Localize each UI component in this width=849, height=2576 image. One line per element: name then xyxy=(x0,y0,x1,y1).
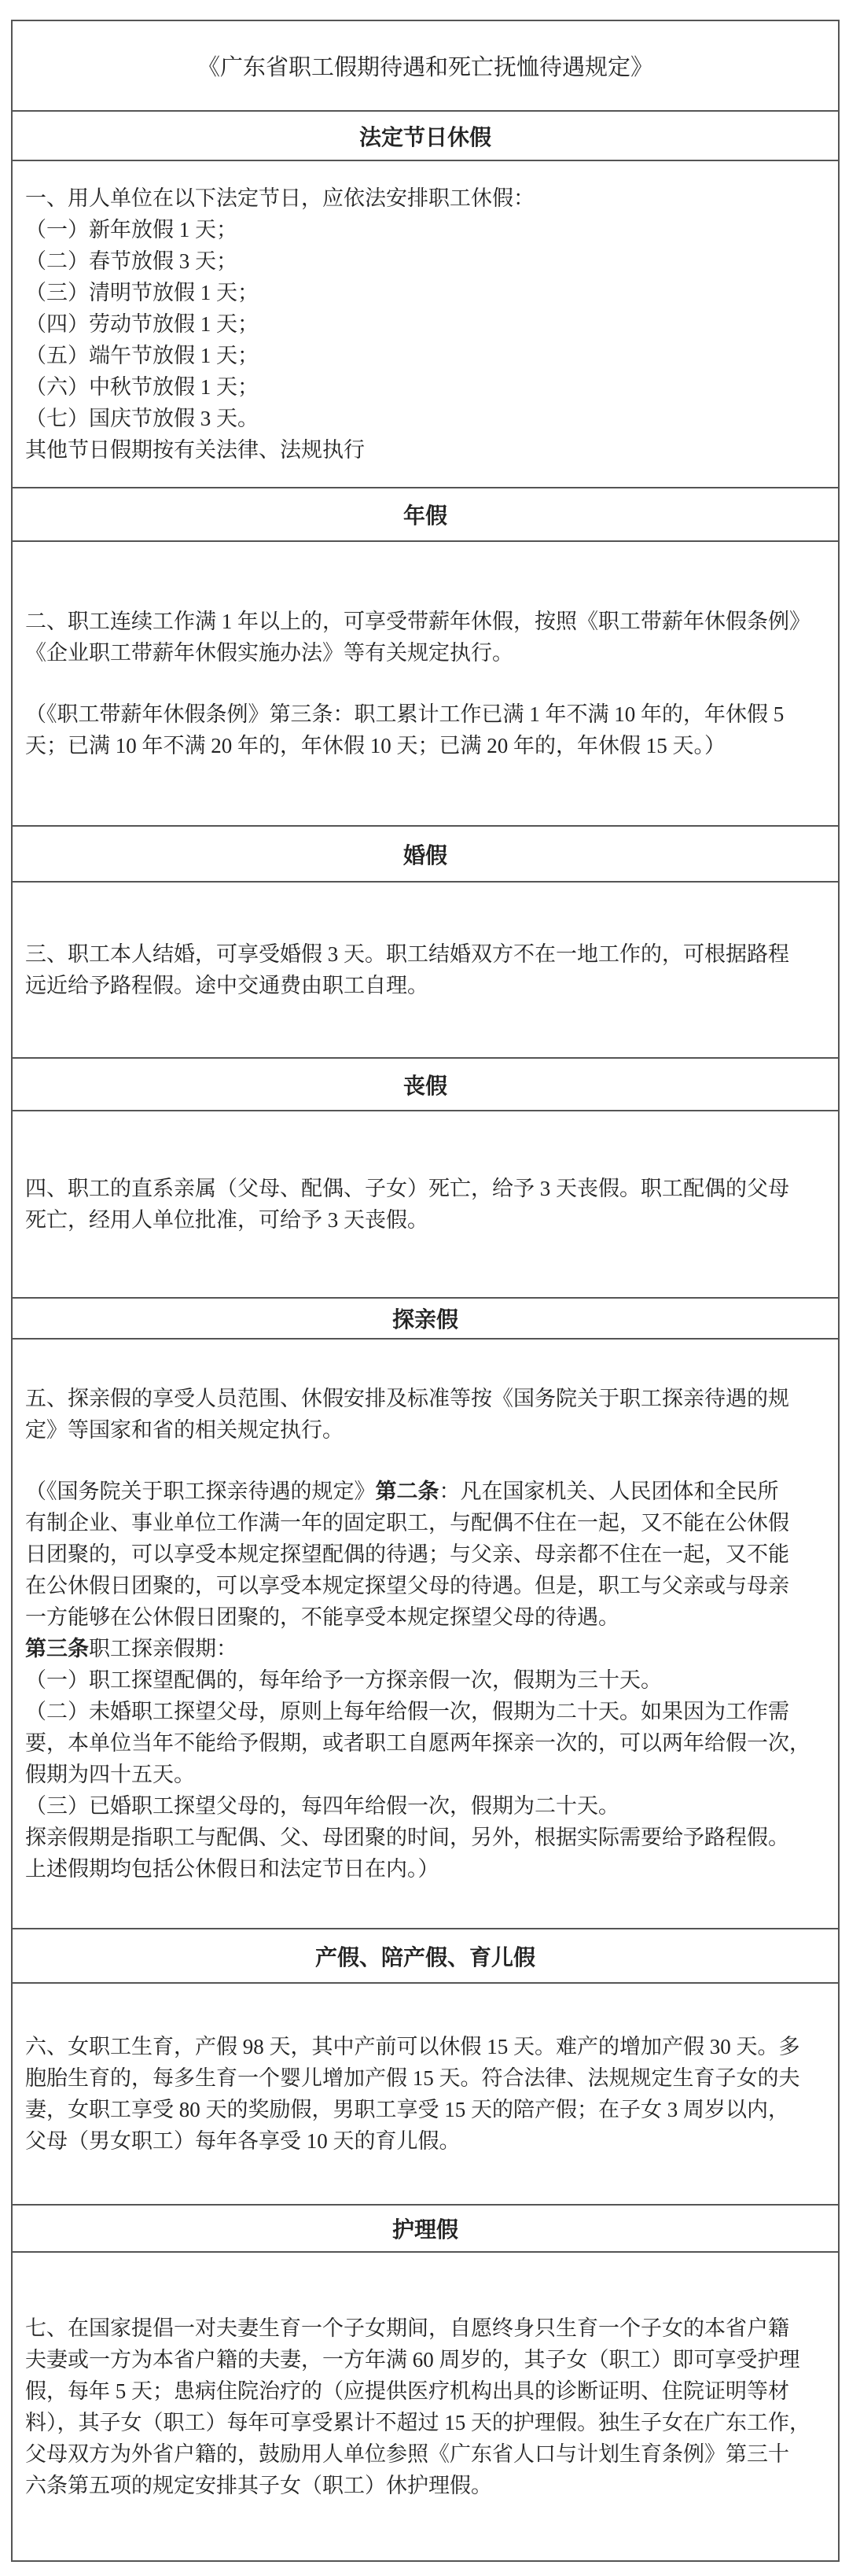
text-line: 要，本单位当年不能给予假期，或者职工自愿两年探亲一次的，可以两年给假一次， xyxy=(25,1731,810,1755)
article-3-label: 第三条 xyxy=(25,1637,89,1660)
text-line: 五、探亲假的享受人员范围、休假安排及标准等按《国务院关于职工探亲待遇的规 xyxy=(25,1387,789,1410)
text-line: 探亲假期是指职工与配偶、父、母团聚的时间，另外，根据实际需要给予路程假。 xyxy=(25,1826,789,1849)
section-title: 法定节日休假 xyxy=(358,125,491,150)
text-line: 六条第五项的规定安排其子女（职工）休护理假。 xyxy=(25,2473,492,2497)
text-line: （一）职工探望配偶的，每年给予一方探亲假一次，假期为三十天。 xyxy=(25,1668,662,1692)
article-ref: （《国务院关于职工探亲待遇的规定》 xyxy=(25,1480,376,1503)
section-header-marriage-leave xyxy=(13,825,838,881)
section-header-annual-leave xyxy=(13,487,838,540)
article-3-text: 职工探亲假期： xyxy=(89,1637,237,1660)
section-header-nursing-leave xyxy=(13,2204,838,2251)
text-line: 七、在国家提倡一对夫妻生育一个子女期间，自愿终身只生育一个子女的本省户籍 xyxy=(25,2316,789,2340)
text-line: 在公休假日团聚的，可以享受本规定探望父母的待遇。但是，职工与父亲或与母亲 xyxy=(25,1574,789,1598)
text-line: 有制企业、事业单位工作满一年的固定职工，与配偶不住在一起，又不能在公休假 xyxy=(25,1511,789,1535)
text-line: 远近给予路程假。途中交通费由职工自理。 xyxy=(25,974,428,997)
text-line: 日团聚的，可以享受本规定探望配偶的待遇；与父亲、母亲都不住在一起，又不能 xyxy=(25,1542,789,1566)
text-line: （六）中秋节放假 1 天； xyxy=(25,375,259,399)
section-title: 婚假 xyxy=(402,843,447,868)
text-line: （七）国庆节放假 3 天。 xyxy=(25,407,259,430)
text-line: 父母（男女职工）每年各享受 10 天的育儿假。 xyxy=(25,2129,461,2153)
text-line: 妻，女职工享受 80 天的奖励假，男职工享受 15 天的陪产假；在子女 3 周岁以内， xyxy=(25,2098,789,2121)
text-line: 《企业职工带薪年休假实施办法》等有关规定执行。 xyxy=(25,641,513,665)
text-line: （二）春节放假 3 天； xyxy=(25,249,237,273)
text-line: 夫妻或一方为本省户籍的夫妻，一方年满 60 周岁的，其子女（职工）即可享受护理 xyxy=(25,2347,800,2371)
article-2-label: 第二条 xyxy=(375,1480,439,1503)
section-content-public-holidays xyxy=(13,160,838,487)
section-title: 产假、陪产假、育儿假 xyxy=(314,1945,535,1970)
document-title: 《广东省职工假期待遇和死亡抚恤待遇规定》 xyxy=(197,55,653,80)
text-line: 三、职工本人结婚，可享受婚假 3 天。职工结婚双方不在一地工作的，可根据路程 xyxy=(25,942,789,966)
text-line: （《职工带薪年休假条例》第三条：职工累计工作已满 1 年不满 10 年的，年休假 5 xyxy=(25,702,785,726)
section-content-annual-leave xyxy=(13,540,838,825)
text-line: 料），其子女（职工）每年可享受累计不超过 15 天的护理假。独生子女在广东工作， xyxy=(25,2410,810,2434)
text-line xyxy=(25,1476,827,1507)
text-line: 定》等国家和省的相关规定执行。 xyxy=(25,1418,344,1442)
text-line: 一方能够在公休假日团聚的，不能享受本规定探望父母的待遇。 xyxy=(25,1605,619,1629)
document-title-row xyxy=(13,21,838,110)
text-line: 天；已满 10 年不满 20 年的，年休假 10 天；已满 20 年的，年休假 15 天。） xyxy=(25,734,726,757)
article-2-text: ：凡在国家机关、人民团体和全民所 xyxy=(439,1480,779,1503)
text-line: 四、职工的直系亲属（父母、配偶、子女）死亡，给予 3 天丧假。职工配偶的父母 xyxy=(25,1177,789,1200)
text-line: （五）端午节放假 1 天； xyxy=(25,344,259,367)
text-line: 二、职工连续工作满 1 年以上的，可享受带薪年休假，按照《职工带薪年休假条例》 xyxy=(25,610,810,633)
text-line: 胞胎生育的，每多生育一个婴儿增加产假 15 天。符合法律、法规规定生育子女的夫 xyxy=(25,2066,800,2090)
text-line: （一）新年放假 1 天； xyxy=(25,218,237,241)
text-line: （三）已婚职工探望父母的，每四年给假一次，假期为二十天。 xyxy=(25,1794,619,1818)
section-header-public-holidays xyxy=(13,110,838,160)
text-line: 一、用人单位在以下法定节日，应依法安排职工休假： xyxy=(25,186,535,210)
text-line: 父母双方为外省户籍的，鼓励用人单位参照《广东省人口与计划生育条例》第三十 xyxy=(25,2441,789,2466)
text-line: 假期为四十五天。 xyxy=(25,1763,195,1786)
text-line xyxy=(25,1633,827,1664)
section-header-maternity-leave xyxy=(13,1928,838,1982)
text-line: 其他节日假期按有关法律、法规执行 xyxy=(25,438,365,462)
text-line: 死亡，经用人单位批准，可给予 3 天丧假。 xyxy=(25,1208,428,1232)
text-line: （二）未婚职工探望父母，原则上每年给假一次，假期为二十天。如果因为工作需 xyxy=(25,1700,789,1723)
section-content-maternity-leave xyxy=(13,1982,838,2204)
section-content-marriage-leave xyxy=(13,881,838,1057)
text-line: （四）劳动节放假 1 天； xyxy=(25,312,259,336)
text-line: 上述假期均包括公休假日和法定节日在内。） xyxy=(25,1857,439,1881)
text-line: （三）清明节放假 1 天； xyxy=(25,281,259,304)
regulations-table xyxy=(11,20,840,2562)
text-line: 假，每年 5 天；患病住院治疗的（应提供医疗机构出具的诊断证明、住院证明等材 xyxy=(25,2379,789,2403)
section-content-bereavement-leave xyxy=(13,1110,838,1297)
section-header-family-visit-leave xyxy=(13,1297,838,1338)
section-title: 丧假 xyxy=(402,1074,447,1099)
section-content-nursing-leave xyxy=(13,2251,838,2560)
section-title: 探亲假 xyxy=(391,1308,458,1332)
section-header-bereavement-leave xyxy=(13,1057,838,1110)
section-title: 护理假 xyxy=(391,2218,458,2242)
section-title: 年假 xyxy=(402,504,447,529)
text-line: 六、女职工生育，产假 98 天，其中产前可以休假 15 天。难产的增加产假 30 天。多 xyxy=(25,2035,800,2058)
section-content-family-visit-leave xyxy=(13,1338,838,1928)
